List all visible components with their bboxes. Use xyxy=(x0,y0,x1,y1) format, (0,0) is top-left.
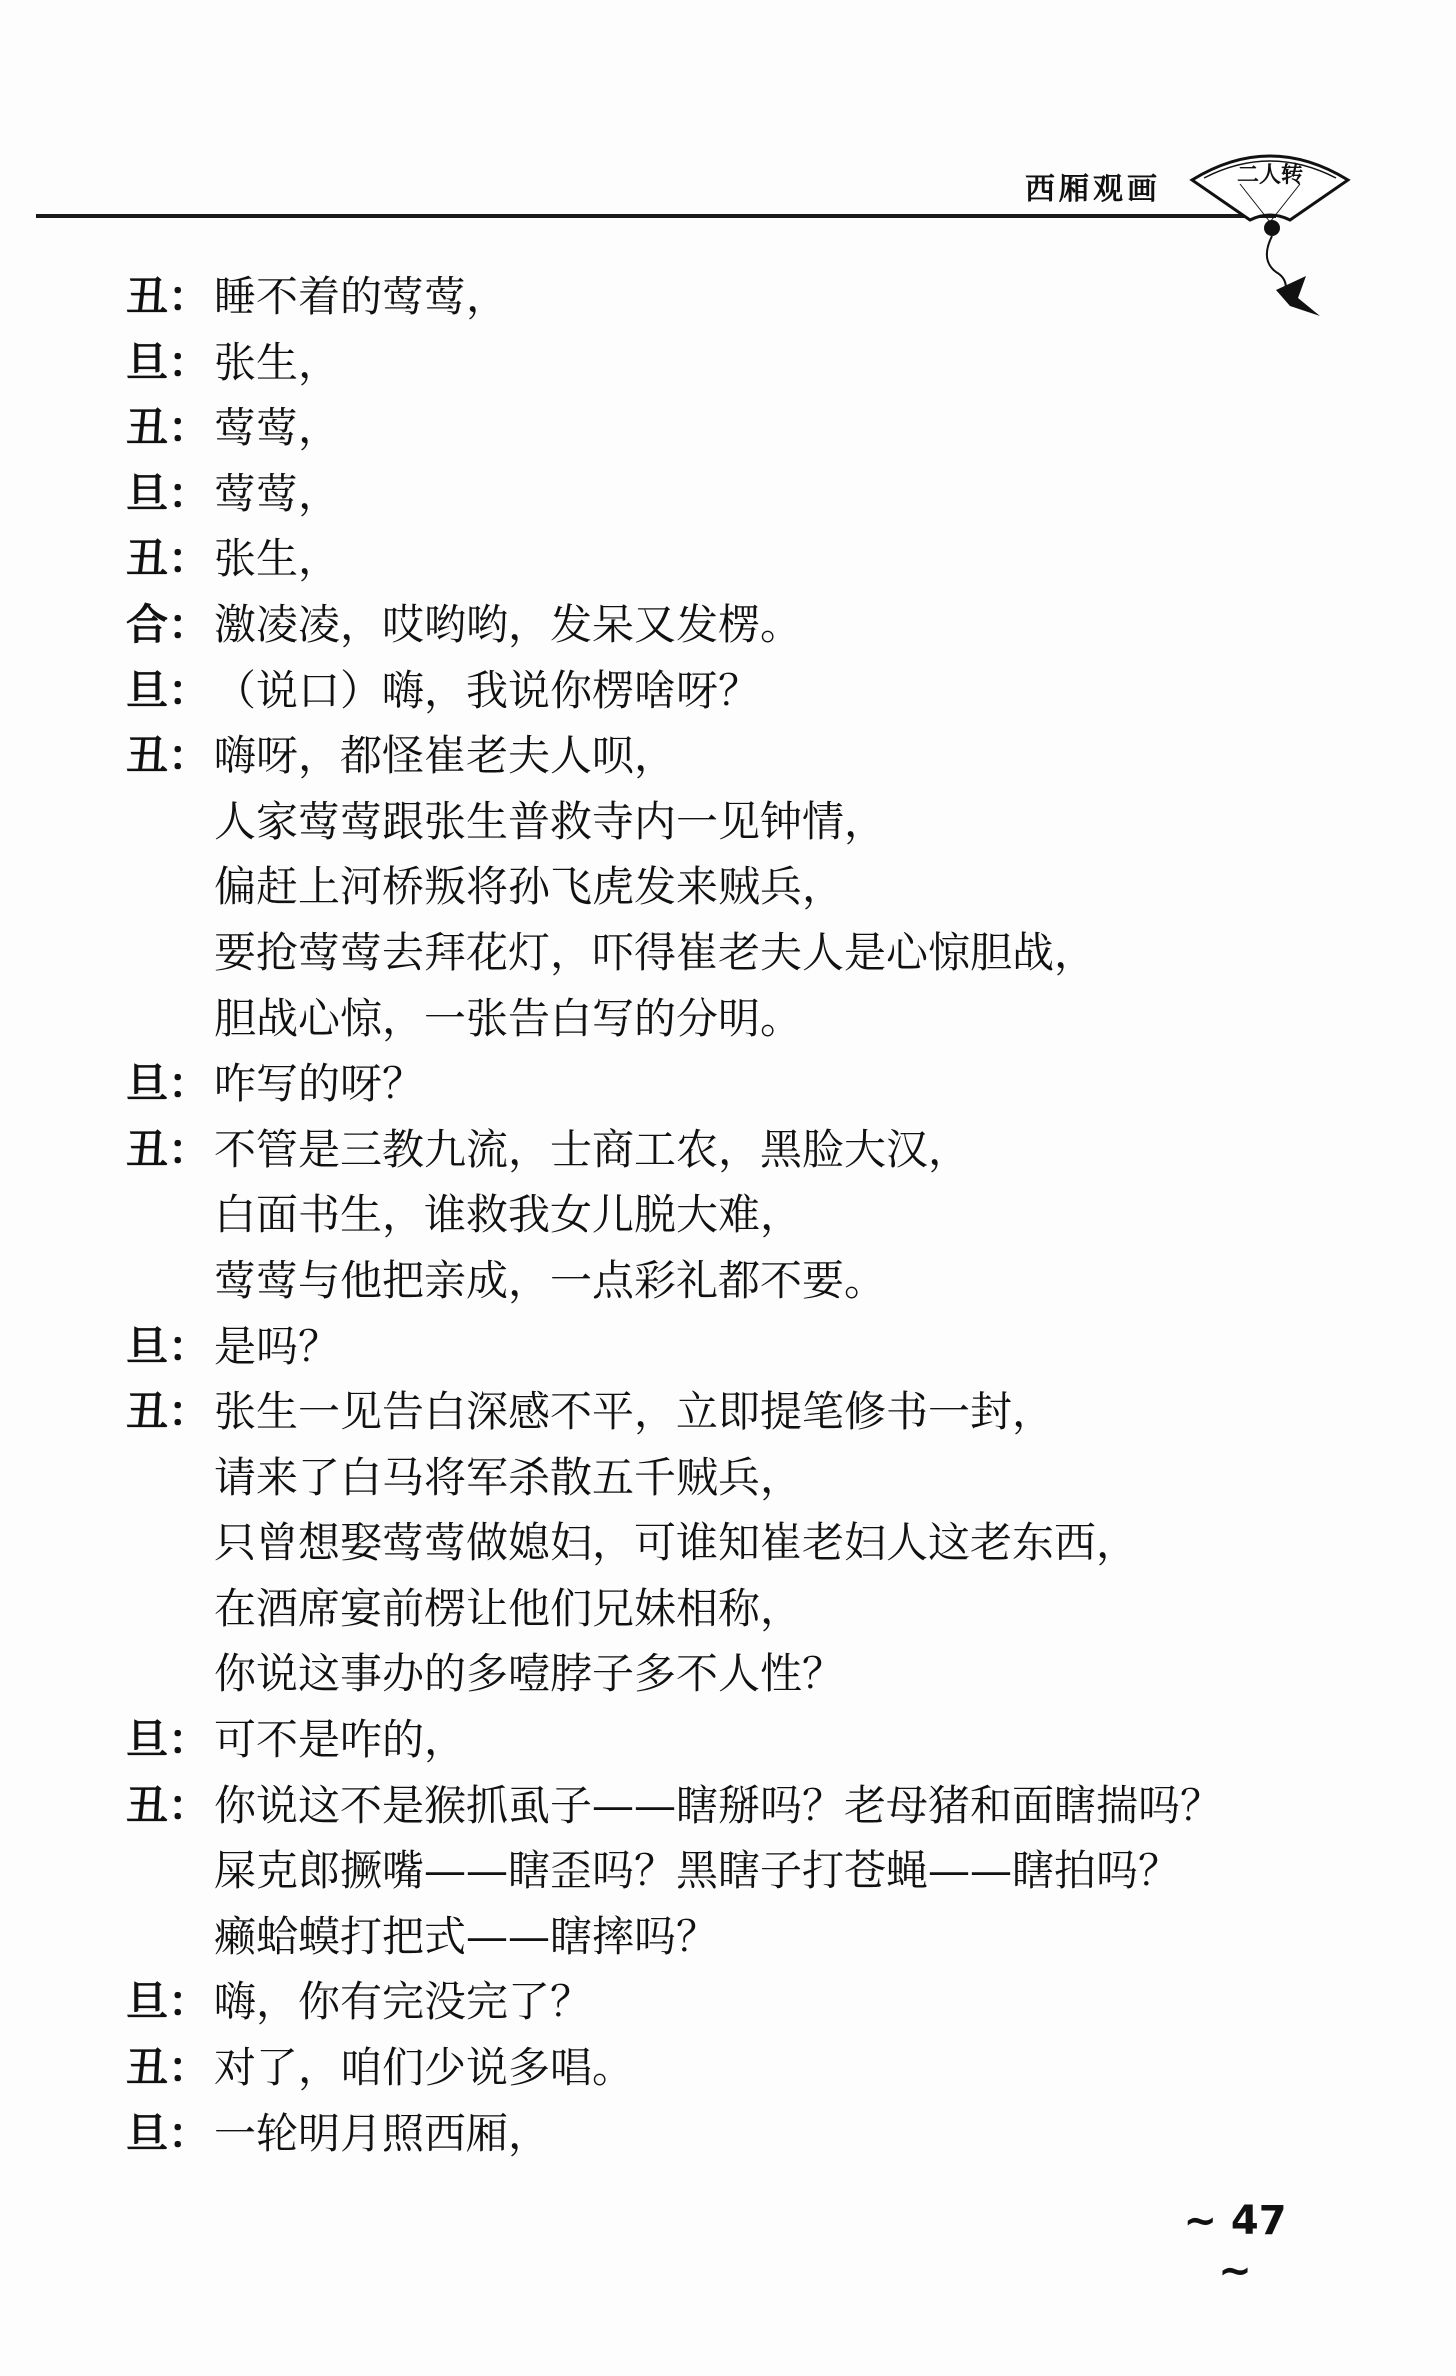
header-rule xyxy=(36,214,1276,218)
line-text: 一轮明月照西厢， xyxy=(214,2108,551,2158)
script-line xyxy=(126,592,1306,658)
script-line xyxy=(126,461,1306,527)
line-text: 嗨呀，都怪崔老夫人呗， xyxy=(214,731,677,781)
line-text: 在酒席宴前楞让他们兄妹相称， xyxy=(214,1583,803,1633)
line-text: 癞蛤蟆打把式——瞎摔吗？ xyxy=(214,1911,719,1961)
script-line xyxy=(126,2101,1306,2167)
line-text: （说口）嗨，我说你楞啥呀？ xyxy=(214,665,761,715)
line-text: 对了，咱们少说多唱。 xyxy=(214,2043,635,2093)
line-text: 你说这事办的多噎脖子多不人性？ xyxy=(214,1649,845,1699)
line-text: 屎克郎撅嘴——瞎歪吗？黑瞎子打苍蝇——瞎拍吗？ xyxy=(214,1846,1181,1896)
script-line xyxy=(126,723,1306,789)
line-text: 可不是咋的， xyxy=(214,1715,467,1765)
line-text: 莺莺， xyxy=(214,403,341,453)
speaker-label: 丑： xyxy=(126,1780,211,1830)
line-text: 只曾想娶莺莺做媳妇，可谁知崔老妇人这老东西， xyxy=(214,1518,1139,1568)
script-line-continuation xyxy=(126,1182,1306,1248)
speaker-label: 丑： xyxy=(126,2043,211,2093)
page-number: ~ 47 ~ xyxy=(1183,2198,1287,2294)
script-line-continuation xyxy=(126,789,1306,855)
line-text: 请来了白马将军杀散五千贼兵， xyxy=(214,1452,803,1502)
speaker-label: 合： xyxy=(126,599,211,649)
script-line-continuation xyxy=(126,1248,1306,1314)
script-line-continuation xyxy=(126,854,1306,920)
line-text: 是吗？ xyxy=(214,1321,341,1371)
script-line-continuation xyxy=(126,1576,1306,1642)
line-text: 嗨，你有完没完了？ xyxy=(214,1977,593,2027)
line-text: 要抢莺莺去拜花灯，吓得崔老夫人是心惊胆战， xyxy=(214,927,1097,977)
script-line xyxy=(126,1969,1306,2035)
speaker-label: 旦： xyxy=(126,2108,211,2158)
script-body xyxy=(126,264,1306,2166)
speaker-label: 旦： xyxy=(126,337,211,387)
speaker-label: 旦： xyxy=(126,468,211,518)
line-text: 胆战心惊，一张告白写的分明。 xyxy=(214,993,803,1043)
line-text: 睡不着的莺莺， xyxy=(214,272,509,321)
script-line xyxy=(126,1117,1306,1183)
speaker-label: 旦： xyxy=(126,1059,211,1109)
script-line xyxy=(126,1773,1306,1839)
line-text: 张生， xyxy=(214,534,341,584)
speaker-label: 丑： xyxy=(126,731,211,781)
script-line xyxy=(126,526,1306,592)
line-text: 莺莺与他把亲成，一点彩礼都不要。 xyxy=(214,1255,887,1305)
script-line-continuation xyxy=(126,1641,1306,1707)
line-text: 莺莺， xyxy=(214,468,341,518)
speaker-label: 丑： xyxy=(126,1387,211,1437)
fan-logo-text: 二人转 xyxy=(1236,163,1304,188)
line-text: 白面书生，谁救我女儿脱大难， xyxy=(214,1190,803,1240)
script-line xyxy=(126,1707,1306,1773)
script-line-continuation xyxy=(126,1510,1306,1576)
speaker-label: 丑： xyxy=(126,1124,211,1174)
speaker-label: 旦： xyxy=(126,665,211,715)
script-line-continuation xyxy=(126,920,1306,986)
script-line-continuation xyxy=(126,1904,1306,1970)
line-text: 张生， xyxy=(214,337,341,387)
script-line xyxy=(126,1314,1306,1380)
running-header-title: 西厢观画 xyxy=(1025,172,1161,207)
script-line xyxy=(126,395,1306,461)
script-line xyxy=(126,658,1306,724)
script-line xyxy=(126,2035,1306,2101)
line-text: 人家莺莺跟张生普救寺内一见钟情， xyxy=(214,796,887,846)
line-text: 偏赶上河桥叛将孙飞虎发来贼兵， xyxy=(214,862,845,912)
speaker-label: 旦： xyxy=(126,1977,211,2027)
script-line xyxy=(126,1051,1306,1117)
line-text: 不管是三教九流，士商工农，黑脸大汉， xyxy=(214,1124,971,1174)
speaker-label: 丑： xyxy=(126,403,211,453)
script-line xyxy=(126,1379,1306,1445)
line-text: 你说这不是猴抓虱子——瞎掰吗？老母猪和面瞎揣吗？ xyxy=(214,1780,1223,1830)
speaker-label: 旦： xyxy=(126,1715,211,1765)
script-line xyxy=(126,264,1306,330)
line-text: 激凌凌，哎哟哟，发呆又发楞。 xyxy=(214,599,803,649)
script-line-continuation xyxy=(126,1838,1306,1904)
speaker-label: 旦： xyxy=(126,1321,211,1371)
line-text: 咋写的呀？ xyxy=(214,1059,425,1109)
script-line xyxy=(126,330,1306,396)
script-line-continuation xyxy=(126,1445,1306,1511)
script-line-continuation xyxy=(126,986,1306,1052)
line-text: 张生一见告白深感不平，立即提笔修书一封， xyxy=(214,1387,1055,1437)
speaker-label: 丑： xyxy=(126,534,211,584)
speaker-label: 丑： xyxy=(126,272,211,321)
